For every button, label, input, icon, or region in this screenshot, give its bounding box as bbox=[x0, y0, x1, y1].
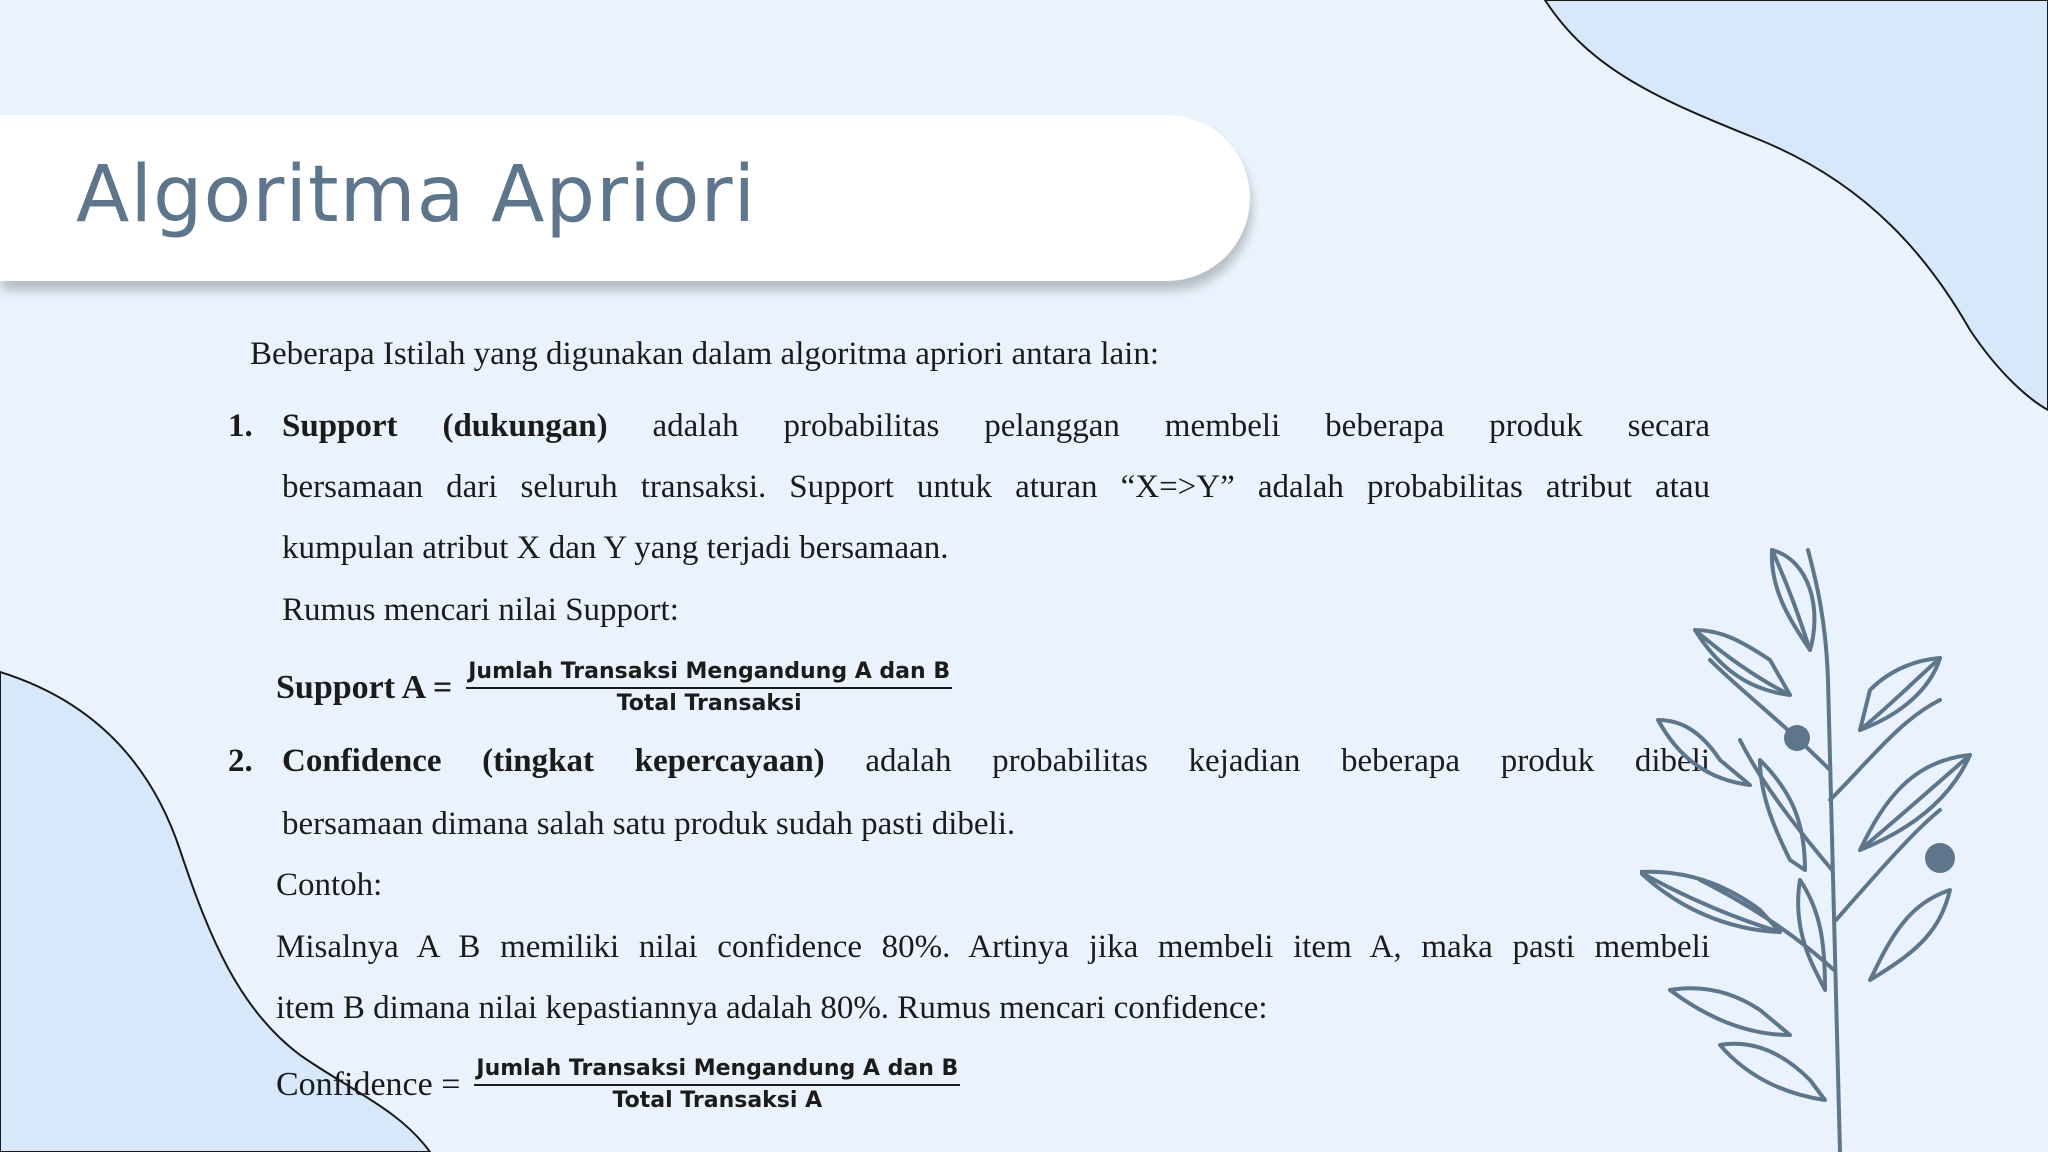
plant-leaf bbox=[1870, 890, 1950, 980]
example-line-2: item B dimana nilai kepastiannya adalah 80%. Rumus mencari confidence: bbox=[276, 990, 1268, 1026]
plant-leaf bbox=[1720, 1044, 1825, 1100]
plant-leaf bbox=[1798, 880, 1825, 990]
support-line-2: bersamaan dari seluruh transaksi. Support untuk aturan “X=>Y” adalah probabilitas atribut atau bbox=[282, 469, 1710, 505]
plant-leaf bbox=[1760, 760, 1805, 870]
confidence-line-1 bbox=[282, 741, 1710, 781]
plant-leaf bbox=[1640, 872, 1780, 932]
list-number-2: 2. bbox=[228, 743, 253, 779]
example-label: Contoh: bbox=[276, 867, 383, 903]
plant-leaf bbox=[1772, 550, 1810, 650]
plant-illustration bbox=[1640, 540, 1980, 1152]
confidence-numerator: Jumlah Transaksi Mengandung A dan B bbox=[474, 1054, 960, 1086]
support-denominator: Total Transaksi bbox=[616, 691, 802, 716]
list-number-1: 1. bbox=[228, 408, 253, 444]
support-formula bbox=[276, 657, 952, 719]
confidence-line-2: bersamaan dimana salah satu produk sudah pasti dibeli. bbox=[282, 806, 1016, 842]
confidence-fraction bbox=[474, 1054, 960, 1116]
plant-branch bbox=[1830, 700, 1940, 800]
example-line-1: Misalnya A B memiliki nilai confidence 80%. Artinya jika membeli item A, maka pasti membeli bbox=[276, 929, 1710, 965]
plant-berry bbox=[1925, 843, 1955, 873]
support-term: Support (dukungan) bbox=[282, 408, 608, 444]
confidence-denominator: Total Transaksi A bbox=[612, 1088, 823, 1113]
support-line-1 bbox=[282, 406, 1710, 446]
confidence-formula-label: Confidence = bbox=[276, 1066, 461, 1103]
plant-branch bbox=[1710, 660, 1830, 770]
support-line-3: kumpulan atribut X dan Y yang terjadi bersamaan. bbox=[282, 530, 949, 566]
support-fraction bbox=[466, 657, 952, 719]
confidence-definition-start: adalah probabilitas kejadian beberapa produk dibeli bbox=[865, 743, 1711, 779]
plant-leaf bbox=[1670, 988, 1790, 1035]
support-formula-intro: Rumus mencari nilai Support: bbox=[282, 592, 679, 628]
plant-berry bbox=[1784, 725, 1810, 751]
confidence-term: Confidence (tingkat kepercayaan) bbox=[282, 743, 825, 779]
intro-text: Beberapa Istilah yang digunakan dalam algoritma apriori antara lain: bbox=[250, 336, 1159, 372]
confidence-formula bbox=[276, 1054, 960, 1116]
plant-branch bbox=[1700, 880, 1834, 970]
top-right-wave-shape bbox=[1545, 0, 2048, 410]
plant-leaf bbox=[1658, 720, 1750, 785]
support-numerator: Jumlah Transaksi Mengandung A dan B bbox=[466, 657, 952, 689]
plant-leaf bbox=[1695, 630, 1790, 695]
page-title: Algoritma Apriori bbox=[76, 150, 757, 240]
support-definition-start: adalah probabilitas pelanggan membeli beberapa produk secara bbox=[652, 408, 1710, 444]
support-formula-label: Support A = bbox=[276, 669, 453, 706]
